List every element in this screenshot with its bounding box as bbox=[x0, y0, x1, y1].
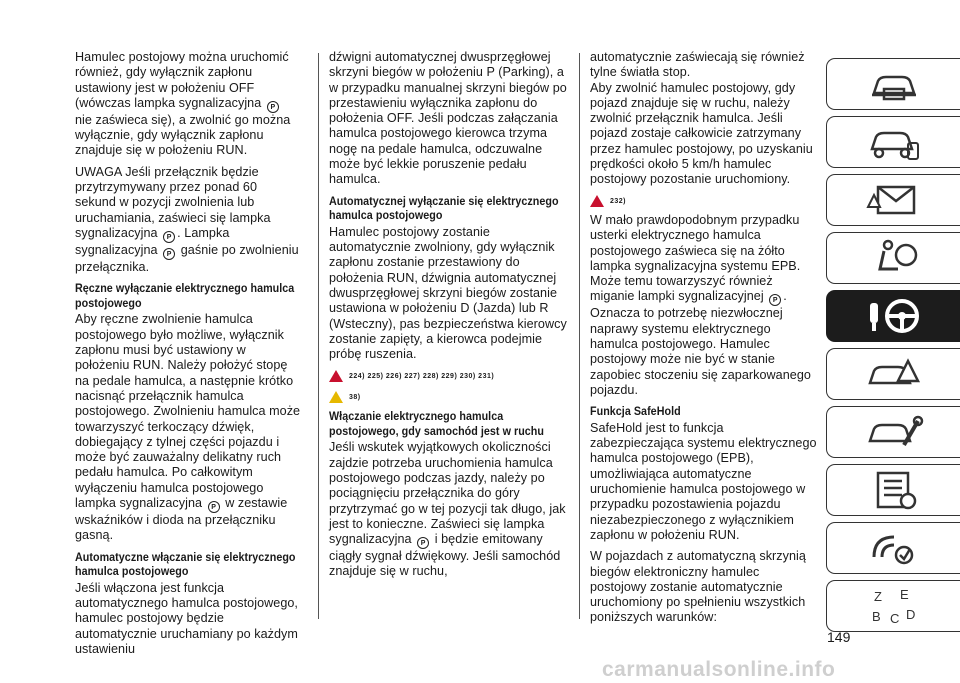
paragraph bbox=[590, 213, 818, 398]
tab-safety[interactable] bbox=[826, 232, 960, 284]
parking-brake-lamp-icon: P bbox=[163, 231, 175, 243]
parking-brake-lamp-icon: P bbox=[163, 248, 175, 260]
warning-triangle-car-icon bbox=[864, 353, 924, 395]
section-heading: Automatycznej wyłączanie się elektrycznego hamulca postojowego bbox=[329, 193, 559, 223]
tab-technical-data[interactable] bbox=[826, 464, 960, 516]
car-dashboard-icon bbox=[864, 63, 924, 105]
tab-index[interactable] bbox=[826, 580, 960, 632]
parking-brake-lamp-icon: P bbox=[417, 537, 429, 549]
text: . Lampka sygnalizacyjna bbox=[75, 225, 230, 257]
steering-wheel-key-icon bbox=[864, 295, 924, 337]
svg-text:Z: Z bbox=[873, 589, 882, 604]
warning-refs-text: 232) bbox=[610, 197, 627, 205]
caution-refs-text: 38) bbox=[349, 393, 361, 401]
paragraph: Aby zwolnić hamulec postojowy, gdy pojazd znajduje się w ruchu, należy zwolnić przełącznik hamulca. Jeśli pojazd zostaje całkowicie zatrzymany przez hamulec postojowy, po uzyskaniu prędkości około 5 km/h hamulec postojowy pozostanie uruchomiony. bbox=[590, 80, 813, 187]
paragraph: Hamulec postojowy zostanie automatycznie zwolniony, gdy wyłącznik zapłonu zostanie przestawiony do położenia RUN, dźwignia automatycznej dwusprzęgłowej skrzyni biegów zostanie ustawiona w położeniu D (Jazda) lub R (Wsteczny), pas bezpieczeństwa kierowcy zostanie zapięty, a kierowca podejmie próbę ruszenia. bbox=[329, 224, 567, 362]
paragraph: W pojazdach z automatyczną skrzynią biegów elektroniczny hamulec postojowy zostanie automatycznie uruchomiony po spełnieniu wszystkich poniższych warunków: bbox=[590, 549, 806, 625]
tab-starting-driving[interactable] bbox=[826, 290, 960, 342]
text: Hamulec postojowy można uruchomić również, gdy wyłącznik zapłonu ustawiony jest w położeniu OFF (wówczas lampka sygnalizacyjna bbox=[75, 50, 289, 110]
section-heading: Ręczne wyłączanie elektrycznego hamulca postojowego bbox=[75, 281, 295, 310]
tab-dashboard[interactable] bbox=[826, 58, 960, 110]
paragraph: Jeśli włączona jest funkcja automatycznego hamulca postojowego, hamulec postojowy będzie automatycznie uruchamiany po każdym ustawieniu bbox=[75, 580, 298, 656]
svg-text:C: C bbox=[889, 611, 899, 626]
text: w zestawie wskaźników i dioda na przełączniku gasną. bbox=[75, 496, 288, 543]
multimedia-icon bbox=[864, 527, 924, 569]
car-service-wrench-icon bbox=[864, 411, 924, 453]
tab-multimedia[interactable] bbox=[826, 522, 960, 574]
parking-brake-lamp-icon: P bbox=[208, 501, 220, 513]
envelope-warning-icon bbox=[864, 179, 924, 221]
warning-refs-text: 224) 225) 226) 227) 228) 229) 230) 231) bbox=[349, 372, 495, 380]
watermark: carmanualsonline.info bbox=[602, 658, 836, 681]
technical-data-icon bbox=[864, 469, 924, 511]
tab-emergency[interactable] bbox=[826, 348, 960, 400]
page-number: 149 bbox=[827, 629, 851, 645]
chapter-tabs bbox=[826, 58, 960, 638]
svg-text:B: B bbox=[871, 609, 881, 624]
paragraph: dźwigni automatycznej dwusprzęgłowej skrzyni biegów w położeniu P (Parking), a w przypadku manualnej skrzyni biegów po przestawieniu wyłącznika zapłonu do położenia OFF. Jeśli podczas załączania hamulca postojowego kierowca trzyma nogę na pedale hamulca, odczuwalne może być lekkie poruszenie pedału hamulca. bbox=[329, 50, 567, 187]
paragraph: SafeHold jest to funkcja zabezpieczająca systemu elektrycznego hamulca postojowego (EPB), umożliwiająca automatyczne uruchomienie hamulca postojowego w przypadku pozostawienia pojazdu niezabezpieczonego z wyłącznikiem zapłonu w położeniu RUN. bbox=[590, 420, 817, 542]
airbag-seat-icon bbox=[864, 237, 924, 279]
column-divider bbox=[579, 53, 580, 619]
car-key-icon bbox=[864, 121, 924, 163]
text-column-1 bbox=[75, 50, 301, 663]
section-heading: Automatyczne włączanie się elektrycznego hamulca postojowego bbox=[75, 549, 296, 579]
paragraph bbox=[75, 50, 301, 159]
svg-text:D: D bbox=[905, 607, 915, 622]
svg-text:E: E bbox=[899, 587, 909, 602]
warning-triangle-icon bbox=[329, 370, 343, 382]
text: . Oznacza to potrzebę niezwłocznej naprawy systemu elektrycznego hamulca postojowego. Hamulec postojowy może nie być w stanie zapobiec stoczeniu się zaparkowanego pojazdu. bbox=[590, 289, 811, 397]
caution-triangle-icon bbox=[329, 391, 343, 403]
parking-brake-lamp-icon: P bbox=[267, 101, 279, 113]
paragraph bbox=[75, 312, 301, 543]
text: gaśnie po zwolnieniu przełącznika. bbox=[75, 242, 299, 274]
tab-maintenance[interactable] bbox=[826, 406, 960, 458]
text-column-3 bbox=[590, 50, 818, 632]
text: UWAGA Jeśli przełącznik będzie przytrzymywany przez ponad 60 sekund w pozycji zwolnienia lub uruchamiania, zaświeci się lampka sygnalizacyjna bbox=[75, 164, 271, 240]
column-divider bbox=[318, 53, 319, 619]
alphabet-index-icon bbox=[864, 585, 924, 627]
text-column-2 bbox=[329, 50, 569, 586]
tab-warning-lamps[interactable] bbox=[826, 174, 960, 226]
warning-references bbox=[590, 194, 818, 209]
text: W mało prawdopodobnym przypadku usterki elektrycznego hamulca postojowego zaświeca się na żółto lampka sygnalizacyjna systemu EPB. Może temu towarzyszyć również miganie lampki sygnalizacyjnej bbox=[590, 212, 801, 304]
text: Jeśli wskutek wyjątkowych okoliczności zajdzie potrzeba uruchomienia hamulca postojowego podczas jazdy, należy po pociągnięciu przełącznika do góry przytrzymać go w tej pozycji tak długo, jak jest to konieczne. Zaświeci się lampka sygnalizacyjna bbox=[329, 440, 566, 547]
paragraph bbox=[75, 165, 301, 275]
parking-brake-lamp-icon: P bbox=[769, 294, 781, 306]
paragraph bbox=[329, 440, 569, 579]
section-heading: Funkcja SafeHold bbox=[590, 404, 681, 419]
tab-car-key[interactable] bbox=[826, 116, 960, 168]
warning-triangle-icon bbox=[590, 195, 604, 207]
warning-references bbox=[329, 369, 569, 384]
text: nie zaświeca się), a zwolnić go można wyłącznie, gdy wyłącznik zapłonu znajduje się w położeniu RUN. bbox=[75, 112, 291, 158]
text: i będzie emitowany ciągły sygnał dźwiękowy. Jeśli samochód znajduje się w ruchu, bbox=[329, 532, 561, 579]
text: Aby ręczne zwolnienie hamulca postojowego było możliwe, wyłącznik zapłonu musi być ustawiony w położeniu RUN. Należy położyć stopę na pedale hamulca, a następnie krótko nacisnąć przełącznik hamulca postojowego. Zwolnieniu hamulca może towarzyszyć terkoczący dźwięk, dobiegający z tylnej części pojazdu i może być zauważalny delikatny ruch pedału hamulca. Po całkowitym wyłączeniu hamulca postojowego lampka sygnalizacyjna bbox=[75, 312, 301, 511]
paragraph: automatycznie zaświecają się również tylne światła stop. bbox=[590, 50, 805, 80]
section-heading: Włączanie elektrycznego hamulca postojowego, gdy samochód jest w ruchu bbox=[329, 409, 545, 438]
caution-references bbox=[329, 390, 569, 405]
